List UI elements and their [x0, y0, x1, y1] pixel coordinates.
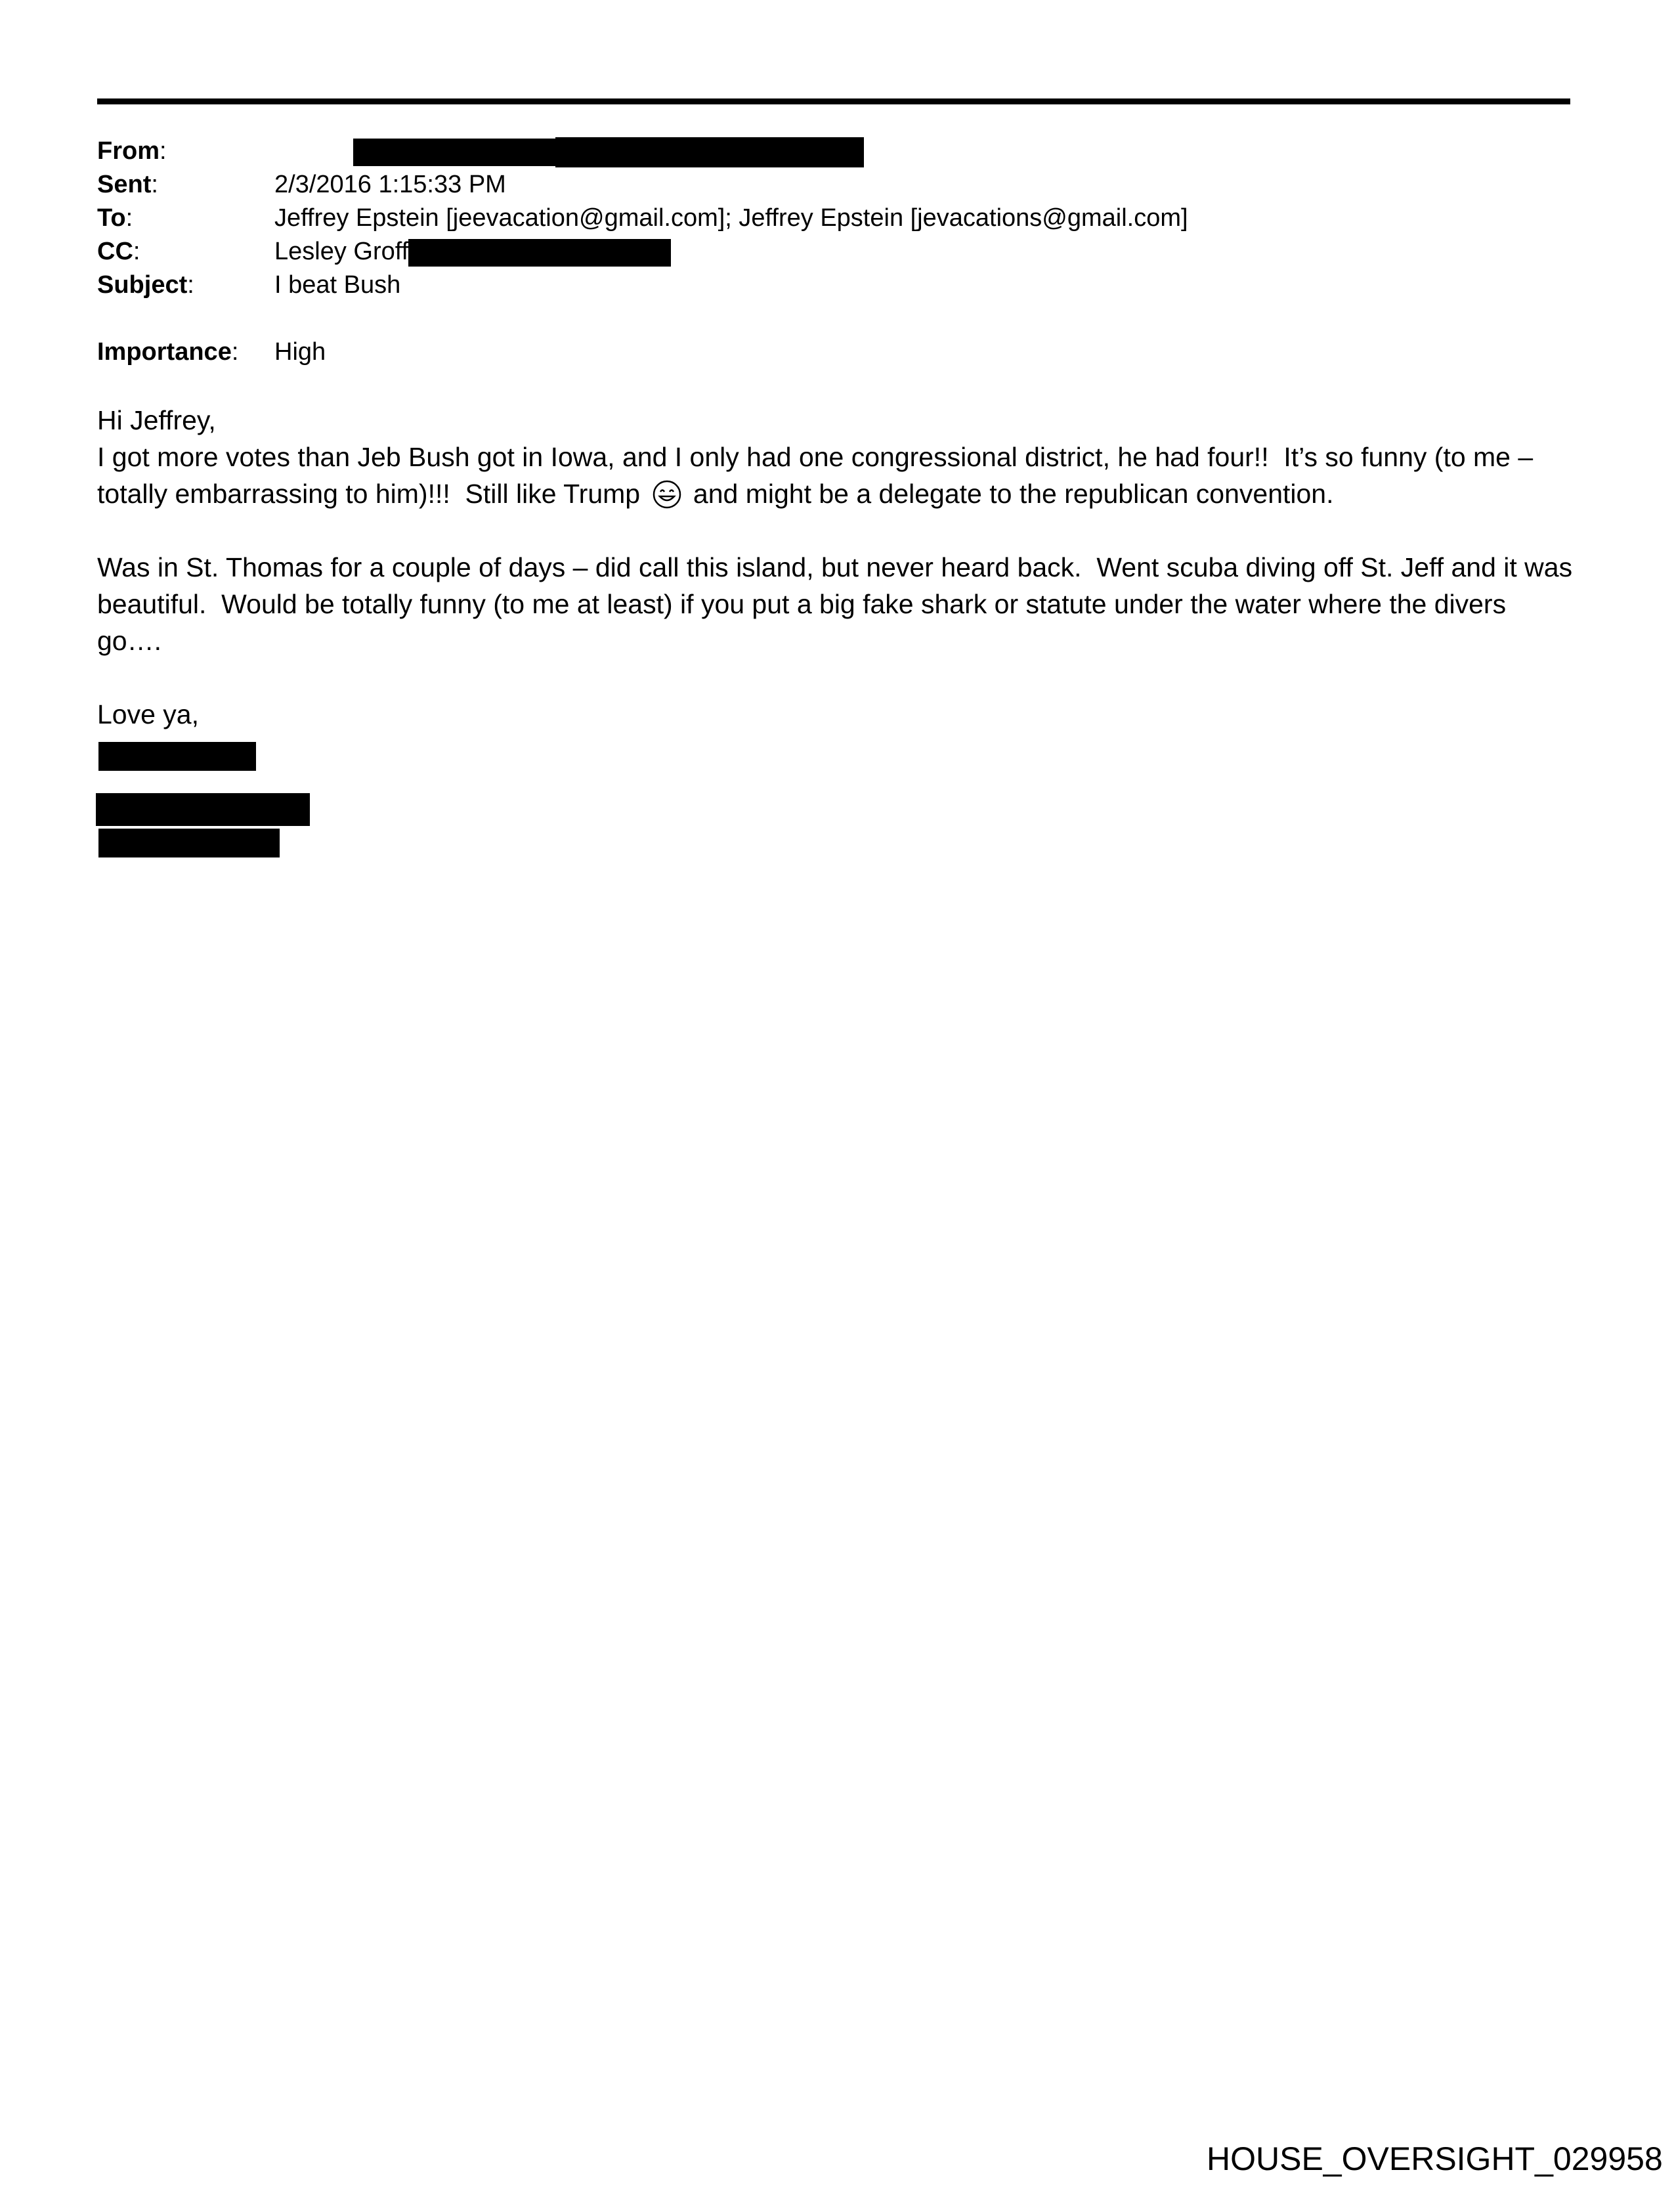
signature-redaction-2 — [96, 793, 310, 826]
paragraph-1-text-a: I got more votes than Jeb Bush got in Iowa, and I only had one congressional district, he had four!! It’s so funny (to me – totally embarrassing to him)!!! Still like Trump — [97, 442, 1541, 509]
from-row — [97, 135, 1570, 168]
cc-row — [97, 235, 1570, 269]
importance-row — [97, 336, 1570, 369]
cc-label: CC: — [97, 238, 140, 265]
subject-label: Subject: — [97, 271, 194, 299]
greeting: Hi Jeffrey, — [97, 405, 216, 435]
email-body — [97, 402, 1580, 733]
body-paragraph-2: Was in St. Thomas for a couple of days – did call this island, but never heard back. Went scuba diving off St. Jeff and it was beautiful. Would be totally funny (to me at least) if you put a big fake shark or statute under the water where the divers go…. — [97, 552, 1580, 656]
paragraph-1-text-b: and might be a delegate to the republican convention. — [693, 479, 1334, 509]
cc-name: Lesley Groff — [274, 238, 409, 265]
signature-redaction-3 — [98, 829, 280, 857]
sent-label: Sent: — [97, 171, 158, 198]
closing: Love ya, — [97, 699, 199, 729]
to-value: Jeffrey Epstein [jeevacation@gmail.com]; Jeffrey Epstein [jevacations@gmail.com] — [274, 204, 1188, 232]
email-header — [97, 135, 1570, 369]
from-label: From: — [97, 137, 167, 165]
importance-value: High — [274, 338, 326, 366]
from-value — [274, 135, 864, 168]
cc-value — [274, 235, 671, 269]
document-id: HOUSE_OVERSIGHT_029958 — [1207, 2140, 1663, 2177]
redaction-block — [408, 239, 671, 267]
header-divider-rule — [97, 98, 1570, 104]
redaction-block — [353, 139, 555, 166]
importance-label: Importance: — [97, 338, 239, 366]
smiley-face-icon — [652, 479, 682, 510]
signature-redaction-1 — [98, 742, 256, 771]
to-row — [97, 202, 1570, 235]
subject-row — [97, 269, 1570, 302]
sent-value: 2/3/2016 1:15:33 PM — [274, 171, 506, 198]
sent-row — [97, 168, 1570, 202]
subject-value: I beat Bush — [274, 271, 401, 299]
to-label: To: — [97, 204, 133, 232]
redaction-block — [555, 137, 864, 167]
body-paragraph-1 — [97, 402, 1574, 512]
